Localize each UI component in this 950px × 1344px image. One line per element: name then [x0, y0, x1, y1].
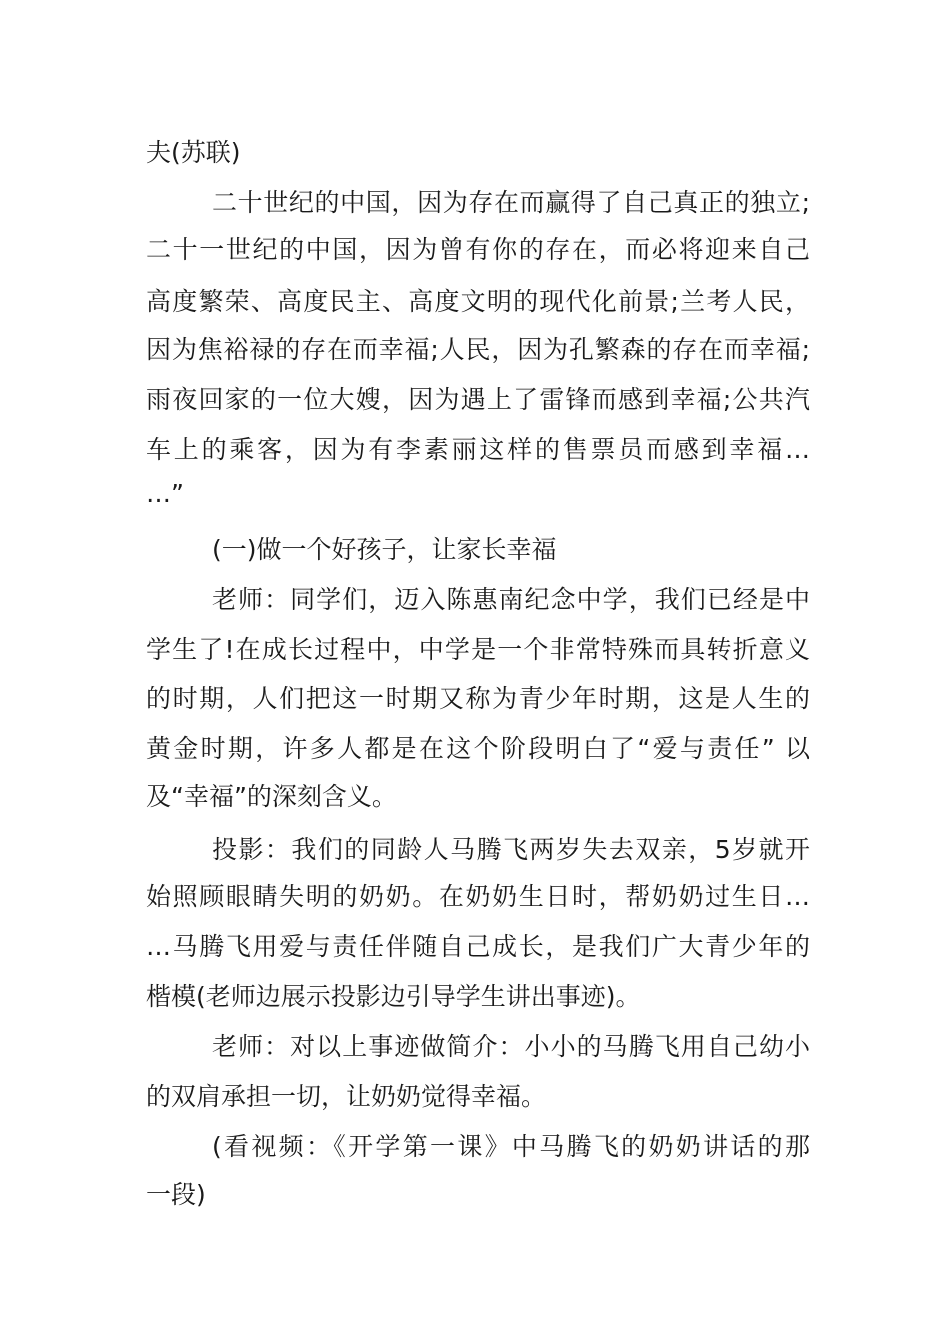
- text-line: 学生了!在成长过程中，中学是一个非常特殊而具转折意义: [146, 635, 810, 664]
- text-line: 二十世纪的中国，因为存在而赢得了自己真正的独立;: [212, 188, 810, 217]
- text-line: 老师：对以上事迹做简介：小小的马腾飞用自己幼小: [212, 1032, 810, 1061]
- text-line: 车上的乘客，因为有李素丽这样的售票员而感到幸福…: [146, 435, 810, 464]
- text-line: 雨夜回家的一位大嫂，因为遇上了雷锋而感到幸福;公共汽: [146, 385, 810, 414]
- text-line: …”: [146, 479, 184, 508]
- text-line: 高度繁荣、高度民主、高度文明的现代化前景;兰考人民，: [146, 287, 810, 316]
- text-line: 黄金时期，许多人都是在这个阶段明白了“爱与责任” 以: [146, 734, 810, 763]
- text-line: 始照顾眼睛失明的奶奶。在奶奶生日时，帮奶奶过生日…: [146, 882, 810, 911]
- text-line: 因为焦裕禄的存在而幸福;人民，因为孔繁森的存在而幸福;: [146, 335, 810, 364]
- text-line: 投影：我们的同龄人马腾飞两岁失去双亲，5岁就开: [212, 835, 810, 864]
- text-line: …马腾飞用爱与责任伴随自己成长，是我们广大青少年的: [146, 932, 810, 961]
- text-line: 老师：同学们，迈入陈惠南纪念中学，我们已经是中: [212, 585, 810, 614]
- text-line: 的双肩承担一切，让奶奶觉得幸福。: [146, 1082, 547, 1111]
- section-heading: (一)做一个好孩子，让家长幸福: [212, 535, 557, 564]
- text-line: 夫(苏联): [146, 138, 241, 167]
- text-line: (看视频：《开学第一课》中马腾飞的奶奶讲话的那: [212, 1132, 810, 1161]
- text-line: 及“幸福”的深刻含义。: [146, 782, 397, 811]
- text-line: 一段): [146, 1180, 206, 1209]
- text-line: 楷模(老师边展示投影边引导学生讲出事迹)。: [146, 982, 641, 1011]
- text-line: 二十一世纪的中国，因为曾有你的存在，而必将迎来自己: [146, 235, 810, 264]
- text-line: 的时期，人们把这一时期又称为青少年时期，这是人生的: [146, 684, 810, 713]
